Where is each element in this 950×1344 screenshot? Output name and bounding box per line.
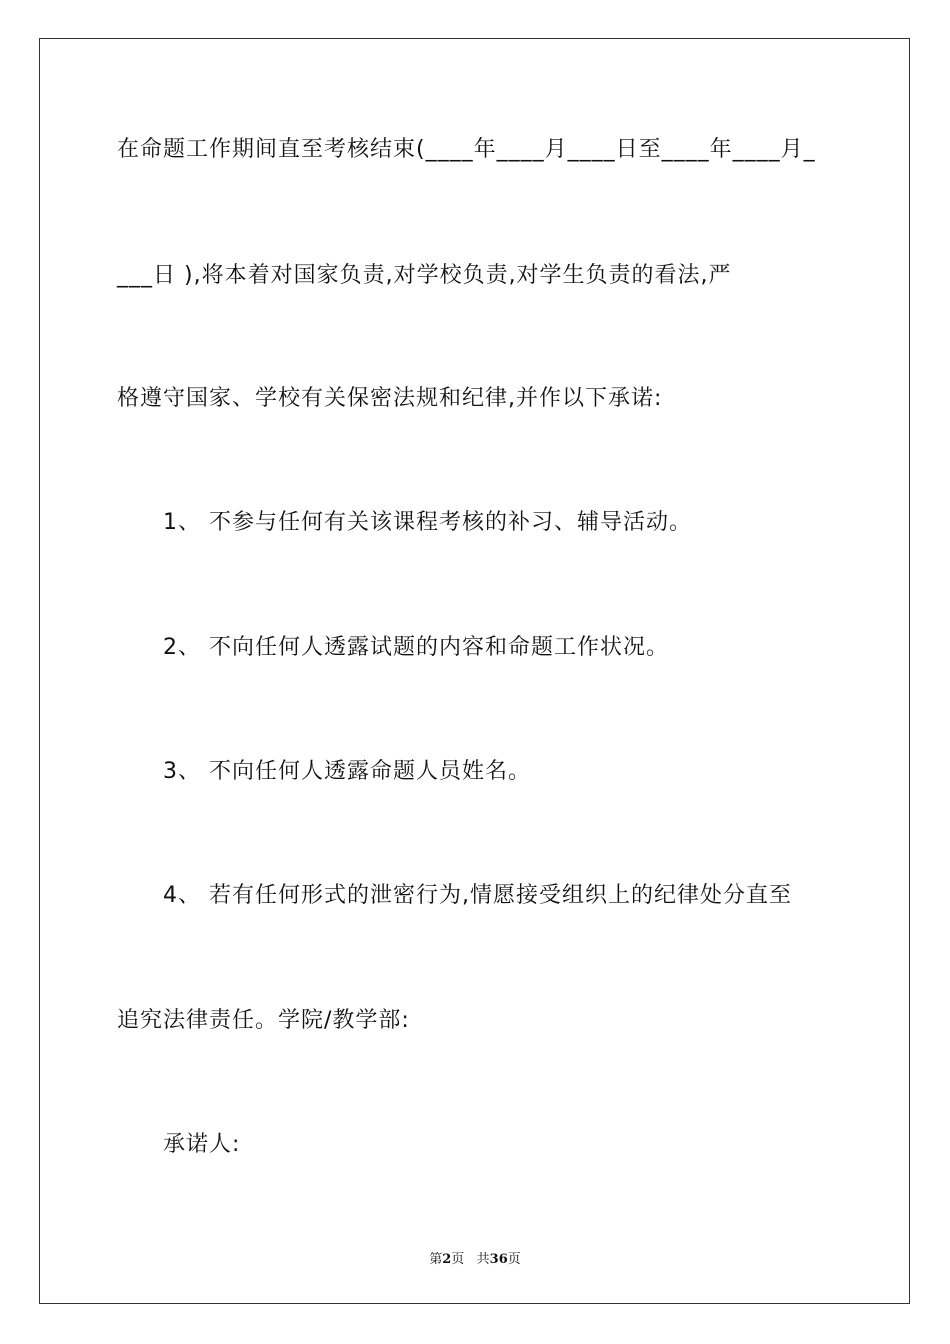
body-line-3: 格遵守国家、学校有关保密法规和纪律,并作以下承诺: <box>117 386 663 411</box>
body-line-1: 在命题工作期间直至考核结束(____年____月____日至____年____月_ <box>117 137 816 162</box>
signer-label: 承诺人: <box>163 1132 241 1157</box>
footer-mid: 页 共 <box>451 1252 490 1267</box>
commitment-item-1: 1、 不参与任何有关该课程考核的补习、辅导活动。 <box>163 510 692 535</box>
footer-total-pages: 36 <box>489 1252 508 1267</box>
commitment-item-2: 2、 不向任何人透露试题的内容和命题工作状况。 <box>163 635 669 660</box>
page-border <box>39 38 910 1304</box>
body-line-continued: 追究法律责任。学院/教学部: <box>117 1008 410 1033</box>
commitment-item-4: 4、 若有任何形式的泄密行为,情愿接受组织上的纪律处分直至 <box>163 883 792 908</box>
footer-suffix: 页 <box>507 1252 521 1267</box>
body-line-2: ___日 ),将本着对国家负责,对学校负责,对学生负责的看法,严 <box>117 263 732 288</box>
footer-page-number: 2 <box>442 1252 452 1267</box>
footer-prefix: 第 <box>429 1252 443 1267</box>
page-footer <box>0 1248 950 1267</box>
commitment-item-3: 3、 不向任何人透露命题人员姓名。 <box>163 759 531 784</box>
